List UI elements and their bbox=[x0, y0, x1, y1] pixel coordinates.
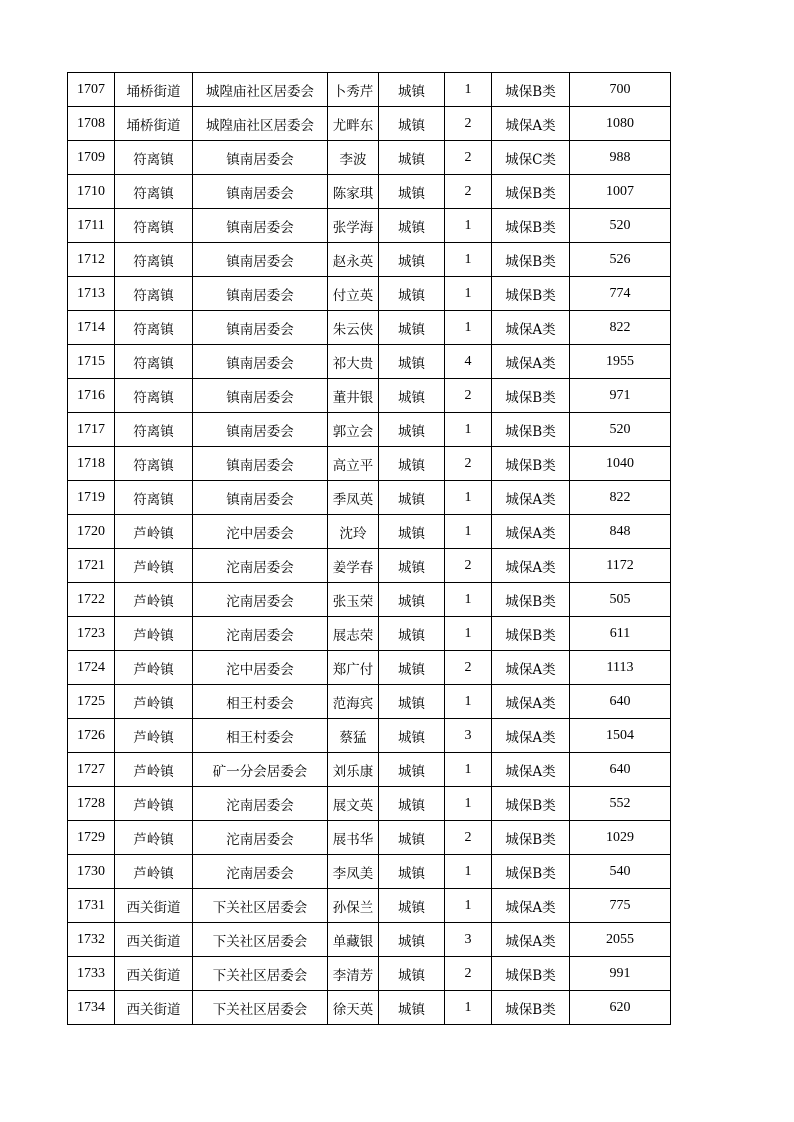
cell-name: 徐天英 bbox=[328, 991, 379, 1025]
cell-insurance-category: 城保B类 bbox=[492, 175, 570, 209]
cell-community: 镇南居委会 bbox=[193, 447, 328, 481]
cell-family-size: 1 bbox=[445, 617, 492, 651]
cell-community: 相王村委会 bbox=[193, 685, 328, 719]
cell-amount: 822 bbox=[570, 481, 671, 515]
cell-household-type: 城镇 bbox=[379, 957, 445, 991]
cell-community: 沱南居委会 bbox=[193, 821, 328, 855]
cell-row-number: 1709 bbox=[68, 141, 115, 175]
cell-family-size: 1 bbox=[445, 73, 492, 107]
cell-family-size: 1 bbox=[445, 311, 492, 345]
cell-row-number: 1730 bbox=[68, 855, 115, 889]
cell-community: 下关社区居委会 bbox=[193, 991, 328, 1025]
cell-amount: 971 bbox=[570, 379, 671, 413]
cell-row-number: 1722 bbox=[68, 583, 115, 617]
cell-row-number: 1725 bbox=[68, 685, 115, 719]
table-row bbox=[68, 855, 671, 889]
cell-subdistrict: 符离镇 bbox=[115, 379, 193, 413]
cell-community: 沱南居委会 bbox=[193, 617, 328, 651]
cell-row-number: 1718 bbox=[68, 447, 115, 481]
cell-community: 镇南居委会 bbox=[193, 243, 328, 277]
cell-row-number: 1712 bbox=[68, 243, 115, 277]
cell-household-type: 城镇 bbox=[379, 923, 445, 957]
cell-community: 相王村委会 bbox=[193, 719, 328, 753]
table-row bbox=[68, 889, 671, 923]
cell-row-number: 1719 bbox=[68, 481, 115, 515]
cell-insurance-category: 城保A类 bbox=[492, 515, 570, 549]
cell-community: 沱南居委会 bbox=[193, 787, 328, 821]
table-row bbox=[68, 379, 671, 413]
cell-row-number: 1721 bbox=[68, 549, 115, 583]
cell-community: 镇南居委会 bbox=[193, 209, 328, 243]
cell-row-number: 1732 bbox=[68, 923, 115, 957]
cell-household-type: 城镇 bbox=[379, 277, 445, 311]
cell-name: 单藏银 bbox=[328, 923, 379, 957]
cell-row-number: 1711 bbox=[68, 209, 115, 243]
cell-insurance-category: 城保A类 bbox=[492, 889, 570, 923]
cell-family-size: 3 bbox=[445, 923, 492, 957]
cell-insurance-category: 城保B类 bbox=[492, 855, 570, 889]
cell-amount: 1007 bbox=[570, 175, 671, 209]
table-row bbox=[68, 549, 671, 583]
cell-amount: 822 bbox=[570, 311, 671, 345]
cell-name: 孙保兰 bbox=[328, 889, 379, 923]
cell-community: 沱南居委会 bbox=[193, 855, 328, 889]
cell-insurance-category: 城保A类 bbox=[492, 923, 570, 957]
cell-family-size: 2 bbox=[445, 379, 492, 413]
cell-insurance-category: 城保B类 bbox=[492, 617, 570, 651]
cell-amount: 520 bbox=[570, 413, 671, 447]
cell-insurance-category: 城保B类 bbox=[492, 447, 570, 481]
cell-household-type: 城镇 bbox=[379, 991, 445, 1025]
cell-name: 蔡猛 bbox=[328, 719, 379, 753]
cell-name: 赵永英 bbox=[328, 243, 379, 277]
cell-household-type: 城镇 bbox=[379, 447, 445, 481]
cell-family-size: 1 bbox=[445, 855, 492, 889]
cell-family-size: 1 bbox=[445, 209, 492, 243]
cell-subdistrict: 芦岭镇 bbox=[115, 855, 193, 889]
cell-insurance-category: 城保B类 bbox=[492, 413, 570, 447]
cell-family-size: 1 bbox=[445, 583, 492, 617]
cell-amount: 505 bbox=[570, 583, 671, 617]
cell-subdistrict: 符离镇 bbox=[115, 277, 193, 311]
cell-subdistrict: 埇桥街道 bbox=[115, 73, 193, 107]
cell-subdistrict: 符离镇 bbox=[115, 447, 193, 481]
cell-row-number: 1724 bbox=[68, 651, 115, 685]
cell-family-size: 2 bbox=[445, 107, 492, 141]
cell-community: 下关社区居委会 bbox=[193, 957, 328, 991]
cell-name: 展志荣 bbox=[328, 617, 379, 651]
cell-family-size: 4 bbox=[445, 345, 492, 379]
cell-row-number: 1734 bbox=[68, 991, 115, 1025]
cell-subdistrict: 符离镇 bbox=[115, 243, 193, 277]
cell-amount: 1113 bbox=[570, 651, 671, 685]
table-row bbox=[68, 583, 671, 617]
cell-family-size: 1 bbox=[445, 991, 492, 1025]
cell-household-type: 城镇 bbox=[379, 481, 445, 515]
cell-amount: 520 bbox=[570, 209, 671, 243]
table-row bbox=[68, 447, 671, 481]
cell-household-type: 城镇 bbox=[379, 889, 445, 923]
table-row bbox=[68, 821, 671, 855]
cell-subdistrict: 芦岭镇 bbox=[115, 821, 193, 855]
cell-insurance-category: 城保B类 bbox=[492, 379, 570, 413]
cell-subdistrict: 符离镇 bbox=[115, 413, 193, 447]
table-body bbox=[68, 73, 671, 1025]
cell-amount: 1955 bbox=[570, 345, 671, 379]
cell-family-size: 2 bbox=[445, 175, 492, 209]
table-row bbox=[68, 413, 671, 447]
cell-row-number: 1713 bbox=[68, 277, 115, 311]
cell-subdistrict: 芦岭镇 bbox=[115, 617, 193, 651]
cell-name: 季凤英 bbox=[328, 481, 379, 515]
table-row bbox=[68, 277, 671, 311]
cell-row-number: 1729 bbox=[68, 821, 115, 855]
cell-subdistrict: 芦岭镇 bbox=[115, 787, 193, 821]
cell-household-type: 城镇 bbox=[379, 753, 445, 787]
cell-subdistrict: 符离镇 bbox=[115, 141, 193, 175]
cell-insurance-category: 城保A类 bbox=[492, 107, 570, 141]
cell-family-size: 2 bbox=[445, 447, 492, 481]
cell-name: 张学海 bbox=[328, 209, 379, 243]
table-row bbox=[68, 243, 671, 277]
cell-row-number: 1710 bbox=[68, 175, 115, 209]
cell-row-number: 1714 bbox=[68, 311, 115, 345]
cell-household-type: 城镇 bbox=[379, 107, 445, 141]
cell-amount: 526 bbox=[570, 243, 671, 277]
table-row bbox=[68, 209, 671, 243]
cell-subdistrict: 符离镇 bbox=[115, 209, 193, 243]
table-row bbox=[68, 651, 671, 685]
cell-household-type: 城镇 bbox=[379, 345, 445, 379]
cell-household-type: 城镇 bbox=[379, 379, 445, 413]
cell-row-number: 1733 bbox=[68, 957, 115, 991]
table-row bbox=[68, 787, 671, 821]
cell-community: 镇南居委会 bbox=[193, 345, 328, 379]
cell-row-number: 1726 bbox=[68, 719, 115, 753]
cell-subdistrict: 芦岭镇 bbox=[115, 685, 193, 719]
cell-family-size: 2 bbox=[445, 821, 492, 855]
cell-row-number: 1728 bbox=[68, 787, 115, 821]
cell-household-type: 城镇 bbox=[379, 73, 445, 107]
cell-household-type: 城镇 bbox=[379, 719, 445, 753]
cell-subdistrict: 西关街道 bbox=[115, 957, 193, 991]
cell-insurance-category: 城保A类 bbox=[492, 311, 570, 345]
table-row bbox=[68, 107, 671, 141]
cell-household-type: 城镇 bbox=[379, 413, 445, 447]
cell-community: 沱中居委会 bbox=[193, 651, 328, 685]
cell-insurance-category: 城保B类 bbox=[492, 277, 570, 311]
cell-insurance-category: 城保B类 bbox=[492, 787, 570, 821]
cell-family-size: 1 bbox=[445, 481, 492, 515]
cell-amount: 1040 bbox=[570, 447, 671, 481]
cell-insurance-category: 城保A类 bbox=[492, 651, 570, 685]
cell-family-size: 2 bbox=[445, 651, 492, 685]
cell-row-number: 1723 bbox=[68, 617, 115, 651]
cell-subdistrict: 符离镇 bbox=[115, 481, 193, 515]
cell-household-type: 城镇 bbox=[379, 685, 445, 719]
cell-household-type: 城镇 bbox=[379, 549, 445, 583]
cell-name: 付立英 bbox=[328, 277, 379, 311]
cell-amount: 640 bbox=[570, 753, 671, 787]
cell-subdistrict: 西关街道 bbox=[115, 889, 193, 923]
cell-name: 陈家琪 bbox=[328, 175, 379, 209]
cell-household-type: 城镇 bbox=[379, 787, 445, 821]
cell-family-size: 1 bbox=[445, 889, 492, 923]
cell-amount: 775 bbox=[570, 889, 671, 923]
cell-subdistrict: 芦岭镇 bbox=[115, 515, 193, 549]
cell-amount: 552 bbox=[570, 787, 671, 821]
cell-family-size: 1 bbox=[445, 413, 492, 447]
cell-household-type: 城镇 bbox=[379, 515, 445, 549]
cell-family-size: 3 bbox=[445, 719, 492, 753]
cell-household-type: 城镇 bbox=[379, 209, 445, 243]
cell-household-type: 城镇 bbox=[379, 583, 445, 617]
cell-row-number: 1720 bbox=[68, 515, 115, 549]
cell-name: 尤畔东 bbox=[328, 107, 379, 141]
cell-community: 镇南居委会 bbox=[193, 277, 328, 311]
cell-subdistrict: 西关街道 bbox=[115, 923, 193, 957]
cell-name: 高立平 bbox=[328, 447, 379, 481]
cell-name: 郭立会 bbox=[328, 413, 379, 447]
cell-family-size: 1 bbox=[445, 243, 492, 277]
cell-community: 镇南居委会 bbox=[193, 379, 328, 413]
cell-name: 张玉荣 bbox=[328, 583, 379, 617]
cell-amount: 1080 bbox=[570, 107, 671, 141]
cell-subdistrict: 符离镇 bbox=[115, 311, 193, 345]
cell-subdistrict: 芦岭镇 bbox=[115, 549, 193, 583]
cell-amount: 988 bbox=[570, 141, 671, 175]
cell-subdistrict: 符离镇 bbox=[115, 175, 193, 209]
cell-community: 矿一分会居委会 bbox=[193, 753, 328, 787]
table-row bbox=[68, 175, 671, 209]
cell-insurance-category: 城保B类 bbox=[492, 583, 570, 617]
cell-household-type: 城镇 bbox=[379, 243, 445, 277]
cell-subdistrict: 西关街道 bbox=[115, 991, 193, 1025]
cell-insurance-category: 城保B类 bbox=[492, 243, 570, 277]
cell-community: 镇南居委会 bbox=[193, 413, 328, 447]
cell-community: 镇南居委会 bbox=[193, 141, 328, 175]
cell-insurance-category: 城保A类 bbox=[492, 549, 570, 583]
cell-community: 城隍庙社区居委会 bbox=[193, 107, 328, 141]
cell-row-number: 1717 bbox=[68, 413, 115, 447]
cell-name: 展文英 bbox=[328, 787, 379, 821]
cell-family-size: 2 bbox=[445, 957, 492, 991]
cell-community: 镇南居委会 bbox=[193, 175, 328, 209]
cell-household-type: 城镇 bbox=[379, 651, 445, 685]
cell-subdistrict: 芦岭镇 bbox=[115, 753, 193, 787]
table-row bbox=[68, 345, 671, 379]
cell-amount: 620 bbox=[570, 991, 671, 1025]
cell-community: 沱南居委会 bbox=[193, 583, 328, 617]
cell-subdistrict: 符离镇 bbox=[115, 345, 193, 379]
table-row bbox=[68, 753, 671, 787]
table-row bbox=[68, 515, 671, 549]
cell-insurance-category: 城保A类 bbox=[492, 753, 570, 787]
cell-row-number: 1708 bbox=[68, 107, 115, 141]
cell-amount: 640 bbox=[570, 685, 671, 719]
cell-amount: 1172 bbox=[570, 549, 671, 583]
cell-name: 姜学春 bbox=[328, 549, 379, 583]
cell-family-size: 1 bbox=[445, 685, 492, 719]
cell-insurance-category: 城保A类 bbox=[492, 481, 570, 515]
cell-amount: 700 bbox=[570, 73, 671, 107]
cell-insurance-category: 城保B类 bbox=[492, 991, 570, 1025]
cell-name: 卜秀芹 bbox=[328, 73, 379, 107]
cell-name: 朱云侠 bbox=[328, 311, 379, 345]
cell-row-number: 1731 bbox=[68, 889, 115, 923]
table-row bbox=[68, 991, 671, 1025]
cell-name: 李波 bbox=[328, 141, 379, 175]
data-table bbox=[67, 72, 671, 1025]
cell-family-size: 1 bbox=[445, 277, 492, 311]
cell-name: 刘乐康 bbox=[328, 753, 379, 787]
cell-household-type: 城镇 bbox=[379, 175, 445, 209]
cell-family-size: 1 bbox=[445, 515, 492, 549]
cell-amount: 848 bbox=[570, 515, 671, 549]
cell-amount: 774 bbox=[570, 277, 671, 311]
cell-household-type: 城镇 bbox=[379, 821, 445, 855]
cell-family-size: 1 bbox=[445, 753, 492, 787]
cell-amount: 1504 bbox=[570, 719, 671, 753]
cell-amount: 1029 bbox=[570, 821, 671, 855]
cell-community: 下关社区居委会 bbox=[193, 889, 328, 923]
cell-community: 镇南居委会 bbox=[193, 311, 328, 345]
table-row bbox=[68, 719, 671, 753]
cell-name: 李凤美 bbox=[328, 855, 379, 889]
cell-row-number: 1716 bbox=[68, 379, 115, 413]
cell-insurance-category: 城保A类 bbox=[492, 719, 570, 753]
table-row bbox=[68, 311, 671, 345]
cell-community: 沱南居委会 bbox=[193, 549, 328, 583]
cell-amount: 991 bbox=[570, 957, 671, 991]
cell-household-type: 城镇 bbox=[379, 311, 445, 345]
cell-household-type: 城镇 bbox=[379, 617, 445, 651]
cell-community: 镇南居委会 bbox=[193, 481, 328, 515]
table-row bbox=[68, 73, 671, 107]
cell-row-number: 1707 bbox=[68, 73, 115, 107]
cell-amount: 2055 bbox=[570, 923, 671, 957]
cell-insurance-category: 城保A类 bbox=[492, 685, 570, 719]
cell-subdistrict: 埇桥街道 bbox=[115, 107, 193, 141]
cell-name: 沈玲 bbox=[328, 515, 379, 549]
cell-name: 郑广付 bbox=[328, 651, 379, 685]
cell-community: 沱中居委会 bbox=[193, 515, 328, 549]
table-row bbox=[68, 923, 671, 957]
cell-name: 范海宾 bbox=[328, 685, 379, 719]
cell-insurance-category: 城保B类 bbox=[492, 957, 570, 991]
cell-household-type: 城镇 bbox=[379, 141, 445, 175]
cell-name: 李清芳 bbox=[328, 957, 379, 991]
cell-name: 祁大贵 bbox=[328, 345, 379, 379]
cell-family-size: 1 bbox=[445, 787, 492, 821]
cell-household-type: 城镇 bbox=[379, 855, 445, 889]
cell-row-number: 1715 bbox=[68, 345, 115, 379]
cell-name: 董井银 bbox=[328, 379, 379, 413]
table-row bbox=[68, 481, 671, 515]
cell-family-size: 2 bbox=[445, 141, 492, 175]
cell-insurance-category: 城保B类 bbox=[492, 73, 570, 107]
cell-name: 展书华 bbox=[328, 821, 379, 855]
cell-subdistrict: 芦岭镇 bbox=[115, 719, 193, 753]
cell-community: 下关社区居委会 bbox=[193, 923, 328, 957]
cell-subdistrict: 芦岭镇 bbox=[115, 583, 193, 617]
cell-amount: 540 bbox=[570, 855, 671, 889]
table-row bbox=[68, 685, 671, 719]
table-row bbox=[68, 617, 671, 651]
cell-insurance-category: 城保B类 bbox=[492, 209, 570, 243]
cell-family-size: 2 bbox=[445, 549, 492, 583]
table-row bbox=[68, 957, 671, 991]
cell-row-number: 1727 bbox=[68, 753, 115, 787]
cell-amount: 611 bbox=[570, 617, 671, 651]
table-row bbox=[68, 141, 671, 175]
cell-subdistrict: 芦岭镇 bbox=[115, 651, 193, 685]
cell-insurance-category: 城保A类 bbox=[492, 345, 570, 379]
cell-insurance-category: 城保B类 bbox=[492, 821, 570, 855]
cell-community: 城隍庙社区居委会 bbox=[193, 73, 328, 107]
cell-insurance-category: 城保C类 bbox=[492, 141, 570, 175]
